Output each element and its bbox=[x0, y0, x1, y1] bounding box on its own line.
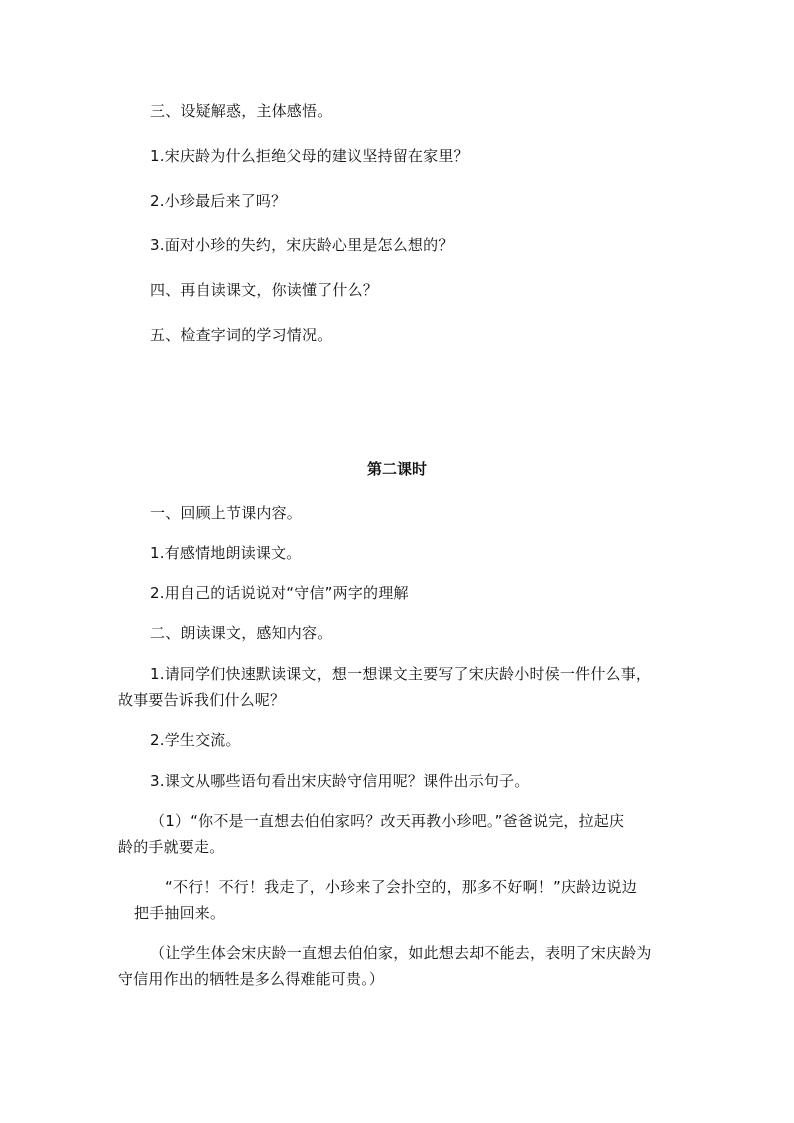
teaching-note-line-1: （让学生体会宋庆龄一直想去伯伯家，如此想去却不能去，表明了宋庆龄为 bbox=[150, 944, 652, 962]
step-1-line-1: 1.请同学们快速默读课文，想一想课文主要写了宋庆龄小时侯一件什么事， bbox=[150, 665, 652, 683]
review-point-1: 1.有感情地朗读课文。 bbox=[150, 544, 302, 562]
quote-2-line-1: “不行！不行！我走了，小珍来了会扑空的，那多不好啊！”庆龄边说边 bbox=[165, 878, 637, 896]
step-3: 3.课文从哪些语句看出宋庆龄守信用呢？课件出示句子。 bbox=[150, 772, 530, 790]
section-four-heading: 四、再自读课文，你读懂了什么？ bbox=[150, 281, 379, 299]
step-1-line-2: 故事要告诉我们什么呢？ bbox=[118, 691, 286, 709]
review-heading: 一、回顾上节课内容。 bbox=[150, 504, 303, 522]
step-2: 2.学生交流。 bbox=[150, 731, 241, 749]
section-five-heading: 五、检查字词的学习情况。 bbox=[150, 326, 333, 344]
quote-1-line-2: 龄的手就要走。 bbox=[118, 838, 225, 856]
quote-2-line-2: 把手抽回来。 bbox=[134, 904, 226, 922]
teaching-note-line-2: 守信用作出的牺牲是多么得难能可贵。） bbox=[118, 970, 385, 988]
question-1: 1.宋庆龄为什么拒绝父母的建议坚持留在家里？ bbox=[150, 147, 469, 165]
lesson-two-title: 第二课时 bbox=[366, 460, 427, 478]
quote-1-line-1: （1）“你不是一直想去伯伯家吗？改天再教小珍吧。”爸爸说完，拉起庆 bbox=[150, 812, 625, 830]
reading-heading: 二、朗读课文，感知内容。 bbox=[150, 624, 333, 642]
question-2: 2.小珍最后来了吗？ bbox=[150, 192, 287, 210]
review-point-2: 2.用自己的话说说对“守信”两字的理解 bbox=[150, 584, 409, 602]
section-three-heading: 三、设疑解惑，主体感悟。 bbox=[150, 102, 333, 120]
question-3: 3.面对小珍的失约，宋庆龄心里是怎么想的？ bbox=[150, 236, 454, 254]
